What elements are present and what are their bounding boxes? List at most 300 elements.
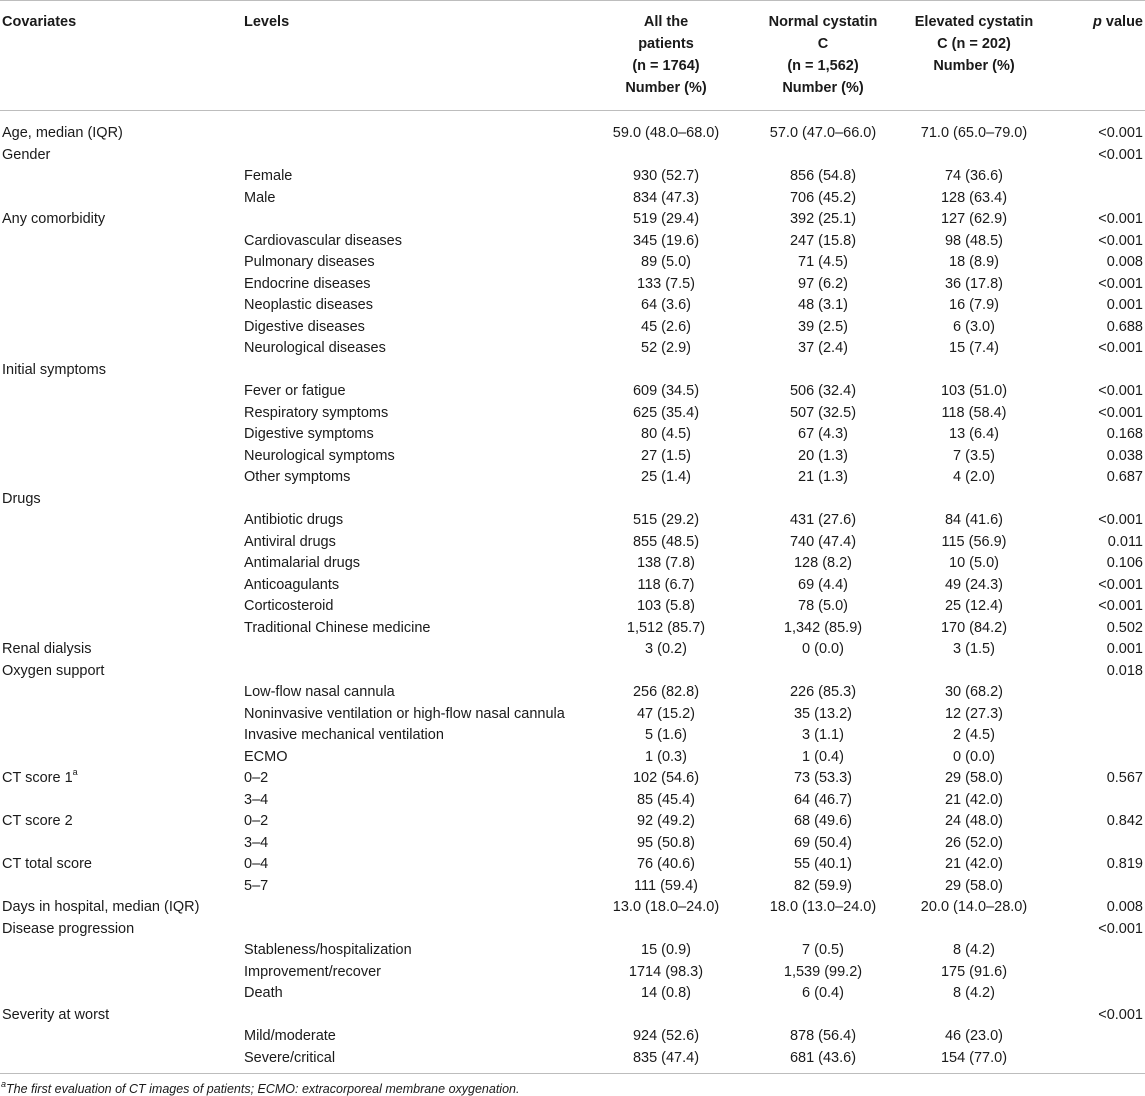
cell-normal-cystatin-text: 18.0 (13.0–24.0)	[769, 899, 877, 915]
cell-level	[242, 166, 584, 188]
cell-all-patients-text: 85 (45.4)	[636, 791, 696, 808]
cell-p-value-text: <0.001	[1098, 232, 1143, 249]
cell-all-patients	[584, 811, 748, 833]
cell-normal-cystatin-text: 69 (4.4)	[798, 576, 848, 593]
cell-all-patients	[584, 231, 748, 253]
cell-elevated-cystatin-text: 84 (41.6)	[944, 512, 1004, 528]
cell-level	[242, 381, 584, 403]
cell-normal-cystatin	[748, 962, 898, 984]
cell-elevated-cystatin	[898, 231, 1050, 253]
cell-level	[242, 111, 584, 145]
cell-level	[242, 940, 584, 962]
cell-all-patients	[584, 317, 748, 339]
cell-covariate	[0, 467, 242, 489]
cell-p-value-text: 0.001	[1106, 641, 1143, 657]
cell-p-value	[1050, 381, 1145, 403]
cell-elevated-cystatin	[898, 424, 1050, 446]
cell-all-patients-text: 80 (4.5)	[641, 426, 691, 442]
cell-p-value-text: <0.001	[1098, 404, 1143, 421]
cell-all-patients-text: 64 (3.6)	[641, 297, 691, 313]
cell-normal-cystatin	[748, 188, 898, 210]
cell-covariate	[0, 381, 242, 403]
cell-all-patients	[584, 1005, 748, 1027]
cell-all-patients	[584, 1026, 748, 1048]
cell-p-value-text: <0.001	[1098, 598, 1143, 614]
cell-covariate	[0, 510, 242, 532]
cell-all-patients	[584, 381, 748, 403]
cell-all-patients	[584, 983, 748, 1005]
table-row	[0, 768, 1145, 790]
cell-level	[242, 747, 584, 769]
cell-p-value-text: 0.008	[1106, 899, 1143, 915]
cell-p-value-text: 0.001	[1106, 297, 1143, 313]
cell-elevated-cystatin-text: 21 (42.0)	[944, 791, 1004, 808]
cell-elevated-cystatin	[898, 639, 1050, 661]
cell-level-text: Female	[244, 168, 293, 184]
table-row	[0, 467, 1145, 489]
table-row	[0, 661, 1145, 683]
cell-elevated-cystatin	[898, 403, 1050, 425]
cell-normal-cystatin	[748, 618, 898, 640]
table-row	[0, 381, 1145, 403]
cell-elevated-cystatin	[898, 360, 1050, 382]
table-row	[0, 510, 1145, 532]
cell-p-value-text: <0.001	[1098, 512, 1143, 528]
cell-normal-cystatin	[748, 682, 898, 704]
cell-p-value	[1050, 209, 1145, 231]
cell-normal-cystatin-text: 1,539 (99.2)	[783, 963, 863, 980]
cell-normal-cystatin-text: 55 (40.1)	[793, 856, 853, 872]
cell-level	[242, 231, 584, 253]
cell-level	[242, 510, 584, 532]
cell-p-value	[1050, 1005, 1145, 1027]
cell-all-patients-text: 930 (52.7)	[632, 168, 700, 184]
cell-level	[242, 768, 584, 790]
cell-normal-cystatin-text: 878 (56.4)	[789, 1028, 857, 1044]
cell-normal-cystatin	[748, 166, 898, 188]
cell-level-text: Anticoagulants	[244, 576, 340, 593]
cell-p-value	[1050, 489, 1145, 511]
cell-covariate	[0, 424, 242, 446]
cell-p-value	[1050, 424, 1145, 446]
cell-normal-cystatin	[748, 338, 898, 360]
cell-all-patients	[584, 962, 748, 984]
header-line: (n = 1,562)	[787, 58, 859, 74]
cell-all-patients-text: 92 (49.2)	[636, 813, 696, 829]
cell-elevated-cystatin-text: 8 (4.2)	[953, 985, 995, 1001]
cell-normal-cystatin	[748, 811, 898, 833]
table-row	[0, 747, 1145, 769]
cell-elevated-cystatin	[898, 532, 1050, 554]
cell-elevated-cystatin-text: 3 (1.5)	[953, 641, 995, 657]
cell-p-value	[1050, 467, 1145, 489]
cell-level-text: 0–2	[244, 770, 269, 786]
cell-p-value	[1050, 532, 1145, 554]
cell-all-patients	[584, 252, 748, 274]
cell-elevated-cystatin	[898, 209, 1050, 231]
cell-covariate-text: Severity at worst	[2, 1006, 110, 1023]
cell-covariate	[0, 919, 242, 941]
cell-all-patients-text: 133 (7.5)	[636, 275, 696, 292]
table-row	[0, 489, 1145, 511]
cell-elevated-cystatin	[898, 768, 1050, 790]
cell-level-text: Respiratory symptoms	[244, 404, 389, 421]
cell-elevated-cystatin	[898, 618, 1050, 640]
cell-elevated-cystatin-text: 21 (42.0)	[944, 856, 1004, 872]
cell-all-patients-text: 855 (48.5)	[632, 533, 700, 550]
cell-all-patients-text: 609 (34.5)	[632, 383, 700, 399]
cell-covariate	[0, 403, 242, 425]
cell-normal-cystatin-text: 6 (0.4)	[802, 985, 844, 1001]
cell-level-text: 0–4	[244, 856, 269, 872]
cell-level-text: ECMO	[244, 748, 288, 765]
cell-p-value-text: <0.001	[1098, 1006, 1143, 1023]
cell-normal-cystatin	[748, 532, 898, 554]
cell-covariate	[0, 704, 242, 726]
cell-all-patients	[584, 360, 748, 382]
header-all-patients	[584, 1, 748, 111]
cell-normal-cystatin	[748, 897, 898, 919]
cell-all-patients-text: 515 (29.2)	[632, 512, 700, 528]
table-row	[0, 1005, 1145, 1027]
cell-p-value	[1050, 682, 1145, 704]
cell-normal-cystatin-text: 78 (5.0)	[798, 598, 848, 614]
cell-all-patients-text: 1714 (98.3)	[628, 963, 704, 980]
cell-p-value-text: 0.688	[1106, 318, 1143, 335]
cell-all-patients	[584, 403, 748, 425]
cell-normal-cystatin	[748, 403, 898, 425]
cell-level-text: Neurological diseases	[244, 340, 386, 356]
cell-level-text: Antibiotic drugs	[244, 512, 344, 528]
header-line: Number (%)	[782, 80, 864, 96]
cell-level	[242, 360, 584, 382]
cell-covariate-text: Initial symptoms	[2, 361, 106, 378]
table-row	[0, 575, 1145, 597]
cell-all-patients	[584, 596, 748, 618]
cell-normal-cystatin-text: 39 (2.5)	[798, 318, 848, 335]
cell-all-patients	[584, 876, 748, 898]
cell-p-value-text: 0.168	[1106, 426, 1143, 442]
cell-all-patients	[584, 510, 748, 532]
cell-p-value-text: <0.001	[1098, 275, 1143, 292]
cell-p-value	[1050, 618, 1145, 640]
cell-p-value	[1050, 919, 1145, 941]
cell-all-patients	[584, 424, 748, 446]
cell-all-patients-text: 15 (0.9)	[641, 942, 691, 958]
cell-elevated-cystatin	[898, 747, 1050, 769]
cell-normal-cystatin-text: 68 (49.6)	[793, 813, 853, 829]
cell-covariate	[0, 295, 242, 317]
header-elevated-cystatin	[898, 1, 1050, 111]
cell-p-value	[1050, 231, 1145, 253]
cell-covariate	[0, 833, 242, 855]
cell-all-patients-text: 5 (1.6)	[645, 727, 687, 743]
cell-level	[242, 575, 584, 597]
cell-all-patients	[584, 575, 748, 597]
cell-elevated-cystatin	[898, 489, 1050, 511]
cell-elevated-cystatin-text: 127 (62.9)	[940, 211, 1008, 227]
footnote-ref: a	[72, 767, 78, 777]
cell-elevated-cystatin-text: 29 (58.0)	[944, 877, 1004, 894]
cell-covariate-text: Gender	[2, 146, 51, 163]
cell-covariate	[0, 166, 242, 188]
cell-normal-cystatin	[748, 467, 898, 489]
cell-all-patients-text: 13.0 (18.0–24.0)	[612, 899, 720, 915]
cell-normal-cystatin-text: 392 (25.1)	[789, 211, 857, 227]
cell-covariate	[0, 962, 242, 984]
cell-p-value	[1050, 811, 1145, 833]
cell-all-patients-text: 95 (50.8)	[636, 834, 696, 851]
table-row	[0, 166, 1145, 188]
header-line: C	[817, 36, 829, 52]
cell-level	[242, 188, 584, 210]
cell-normal-cystatin-text: 856 (54.8)	[789, 168, 857, 184]
cell-elevated-cystatin	[898, 274, 1050, 296]
cell-level	[242, 811, 584, 833]
cell-all-patients	[584, 1048, 748, 1074]
cell-all-patients	[584, 338, 748, 360]
table-row	[0, 424, 1145, 446]
cell-covariate-text: Age, median (IQR)	[2, 125, 123, 141]
table-row	[0, 111, 1145, 145]
table-row	[0, 983, 1145, 1005]
cell-normal-cystatin-text: 73 (53.3)	[793, 770, 853, 786]
cell-all-patients-text: 1 (0.3)	[645, 748, 687, 765]
cell-normal-cystatin-text: 57.0 (47.0–66.0)	[769, 125, 877, 141]
table-row	[0, 553, 1145, 575]
cell-elevated-cystatin-text: 29 (58.0)	[944, 770, 1004, 786]
cell-level	[242, 854, 584, 876]
cell-covariate-text: Drugs	[2, 490, 41, 507]
cell-covariate	[0, 111, 242, 145]
cell-normal-cystatin	[748, 209, 898, 231]
cell-p-value	[1050, 338, 1145, 360]
cell-covariate	[0, 661, 242, 683]
cell-normal-cystatin-text: 431 (27.6)	[789, 512, 857, 528]
table-row	[0, 338, 1145, 360]
cell-normal-cystatin	[748, 704, 898, 726]
cell-p-value	[1050, 553, 1145, 575]
cell-normal-cystatin	[748, 854, 898, 876]
cell-elevated-cystatin	[898, 252, 1050, 274]
cell-elevated-cystatin-text: 154 (77.0)	[940, 1049, 1008, 1066]
cell-elevated-cystatin-text: 30 (68.2)	[944, 684, 1004, 700]
cell-elevated-cystatin-text: 103 (51.0)	[940, 383, 1008, 399]
cell-normal-cystatin	[748, 295, 898, 317]
table-row	[0, 704, 1145, 726]
table-row	[0, 897, 1145, 919]
cell-p-value-text: <0.001	[1098, 125, 1143, 141]
cell-normal-cystatin	[748, 231, 898, 253]
cell-all-patients	[584, 897, 748, 919]
cell-level-text: Endocrine diseases	[244, 275, 371, 292]
cell-level-text: Antimalarial drugs	[244, 555, 361, 571]
table-row	[0, 231, 1145, 253]
cell-p-value-text: <0.001	[1098, 920, 1143, 937]
cell-covariate-text: CT score 1	[2, 770, 73, 786]
table-row	[0, 317, 1145, 339]
cell-p-value	[1050, 274, 1145, 296]
cell-elevated-cystatin-text: 10 (5.0)	[949, 555, 999, 571]
cell-all-patients-text: 924 (52.6)	[632, 1028, 700, 1044]
table-row	[0, 639, 1145, 661]
cell-covariate	[0, 876, 242, 898]
cell-elevated-cystatin-text: 46 (23.0)	[944, 1028, 1004, 1044]
cell-all-patients	[584, 940, 748, 962]
cell-all-patients	[584, 467, 748, 489]
cell-normal-cystatin-text: 3 (1.1)	[802, 727, 844, 743]
cell-normal-cystatin-text: 247 (15.8)	[789, 232, 857, 249]
cell-covariate	[0, 446, 242, 468]
cell-covariate-text: Renal dialysis	[2, 641, 92, 657]
cell-all-patients	[584, 682, 748, 704]
cell-covariate	[0, 897, 242, 919]
cell-all-patients	[584, 854, 748, 876]
cell-level	[242, 317, 584, 339]
cell-covariate	[0, 596, 242, 618]
cell-level	[242, 876, 584, 898]
cell-covariate	[0, 1048, 242, 1074]
table-row	[0, 403, 1145, 425]
cell-elevated-cystatin-text: 170 (84.2)	[940, 619, 1008, 636]
cell-covariate	[0, 553, 242, 575]
cell-level	[242, 145, 584, 167]
cell-p-value	[1050, 790, 1145, 812]
cell-elevated-cystatin	[898, 446, 1050, 468]
cell-elevated-cystatin	[898, 811, 1050, 833]
cell-elevated-cystatin-text: 6 (3.0)	[953, 318, 995, 335]
cell-elevated-cystatin-text: 175 (91.6)	[940, 963, 1008, 980]
cell-normal-cystatin-text: 82 (59.9)	[793, 877, 853, 894]
cell-level-text: Death	[244, 985, 283, 1001]
cell-covariate	[0, 209, 242, 231]
cell-elevated-cystatin-text: 0 (0.0)	[953, 748, 995, 765]
cell-elevated-cystatin	[898, 919, 1050, 941]
cell-normal-cystatin	[748, 424, 898, 446]
cell-level	[242, 489, 584, 511]
cell-normal-cystatin-text: 706 (45.2)	[789, 189, 857, 206]
table-row	[0, 360, 1145, 382]
cell-covariate	[0, 532, 242, 554]
cell-normal-cystatin	[748, 1005, 898, 1027]
cell-all-patients-text: 89 (5.0)	[641, 254, 691, 270]
cell-covariate	[0, 768, 242, 790]
cell-all-patients	[584, 661, 748, 683]
cell-level-text: Cardiovascular diseases	[244, 232, 402, 249]
cell-covariate	[0, 360, 242, 382]
cell-normal-cystatin-text: 7 (0.5)	[802, 942, 844, 958]
cell-normal-cystatin-text: 128 (8.2)	[793, 555, 853, 571]
cell-level	[242, 553, 584, 575]
cell-elevated-cystatin-text: 15 (7.4)	[949, 340, 999, 356]
footnote-marker: a	[1, 1079, 7, 1089]
cell-elevated-cystatin	[898, 704, 1050, 726]
cell-normal-cystatin-text: 67 (4.3)	[798, 426, 848, 442]
cell-elevated-cystatin-text: 12 (27.3)	[944, 705, 1004, 722]
cell-covariate	[0, 618, 242, 640]
cell-all-patients-text: 59.0 (48.0–68.0)	[612, 125, 720, 141]
cell-level	[242, 532, 584, 554]
cell-elevated-cystatin	[898, 188, 1050, 210]
cell-p-value	[1050, 962, 1145, 984]
cell-p-value	[1050, 768, 1145, 790]
cell-covariate	[0, 188, 242, 210]
cell-normal-cystatin	[748, 919, 898, 941]
cell-elevated-cystatin-text: 49 (24.3)	[944, 576, 1004, 593]
cell-elevated-cystatin-text: 24 (48.0)	[944, 813, 1004, 829]
cell-elevated-cystatin	[898, 962, 1050, 984]
header-line: C (n = 202)	[937, 36, 1011, 52]
cell-elevated-cystatin	[898, 854, 1050, 876]
cell-level-text: Traditional Chinese medicine	[244, 619, 431, 636]
table-row	[0, 876, 1145, 898]
cell-elevated-cystatin-text: 16 (7.9)	[949, 297, 999, 313]
cell-covariate	[0, 1026, 242, 1048]
cell-elevated-cystatin	[898, 725, 1050, 747]
cell-level	[242, 274, 584, 296]
cell-p-value	[1050, 661, 1145, 683]
header-line: Number (%)	[625, 80, 707, 96]
cell-normal-cystatin-text: 35 (13.2)	[793, 705, 853, 722]
cell-all-patients-text: 103 (5.8)	[636, 598, 696, 614]
cell-all-patients-text: 111 (59.4)	[634, 877, 698, 894]
cell-covariate-text: Any comorbidity	[2, 211, 106, 227]
table-row	[0, 618, 1145, 640]
cell-all-patients-text: 102 (54.6)	[632, 770, 700, 786]
cell-normal-cystatin-text: 64 (46.7)	[793, 791, 853, 808]
cell-elevated-cystatin	[898, 1026, 1050, 1048]
cell-all-patients-text: 27 (1.5)	[641, 447, 691, 464]
cell-all-patients	[584, 188, 748, 210]
cell-p-value-text: 0.842	[1106, 813, 1143, 829]
cell-covariate	[0, 725, 242, 747]
cell-all-patients	[584, 166, 748, 188]
cell-all-patients	[584, 747, 748, 769]
cell-level-text: Fever or fatigue	[244, 383, 346, 399]
table-row	[0, 940, 1145, 962]
header-line: (n = 1764)	[632, 58, 700, 74]
cell-level-text: Improvement/recover	[244, 963, 381, 980]
cell-normal-cystatin-text: 1,342 (85.9)	[783, 619, 863, 636]
cell-all-patients	[584, 553, 748, 575]
cell-all-patients	[584, 295, 748, 317]
cell-p-value-text: <0.001	[1098, 576, 1143, 593]
cell-elevated-cystatin-text: 74 (36.6)	[944, 168, 1004, 184]
cell-elevated-cystatin	[898, 111, 1050, 145]
cell-all-patients	[584, 704, 748, 726]
cell-p-value	[1050, 854, 1145, 876]
cell-normal-cystatin-text: 48 (3.1)	[798, 297, 848, 313]
cell-normal-cystatin	[748, 446, 898, 468]
cell-normal-cystatin-text: 97 (6.2)	[798, 275, 848, 292]
cell-elevated-cystatin	[898, 661, 1050, 683]
cell-level-text: Digestive symptoms	[244, 426, 374, 442]
cell-covariate	[0, 338, 242, 360]
footnote-text: The first evaluation of CT images of patients; ECMO: extracorporeal membrane oxygenation.	[6, 1082, 520, 1096]
cell-level	[242, 618, 584, 640]
cell-elevated-cystatin-text: 115 (56.9)	[941, 533, 1007, 550]
cell-normal-cystatin	[748, 145, 898, 167]
table-row	[0, 833, 1145, 855]
cell-all-patients-text: 519 (29.4)	[632, 211, 700, 227]
cell-p-value-text: <0.001	[1098, 211, 1143, 227]
cell-covariate-text: CT score 2	[2, 813, 73, 829]
cell-p-value	[1050, 403, 1145, 425]
cell-normal-cystatin-text: 20 (1.3)	[798, 447, 848, 464]
cell-level-text: Digestive diseases	[244, 318, 365, 335]
cell-p-value-text: 0.687	[1106, 469, 1143, 485]
cell-all-patients	[584, 489, 748, 511]
